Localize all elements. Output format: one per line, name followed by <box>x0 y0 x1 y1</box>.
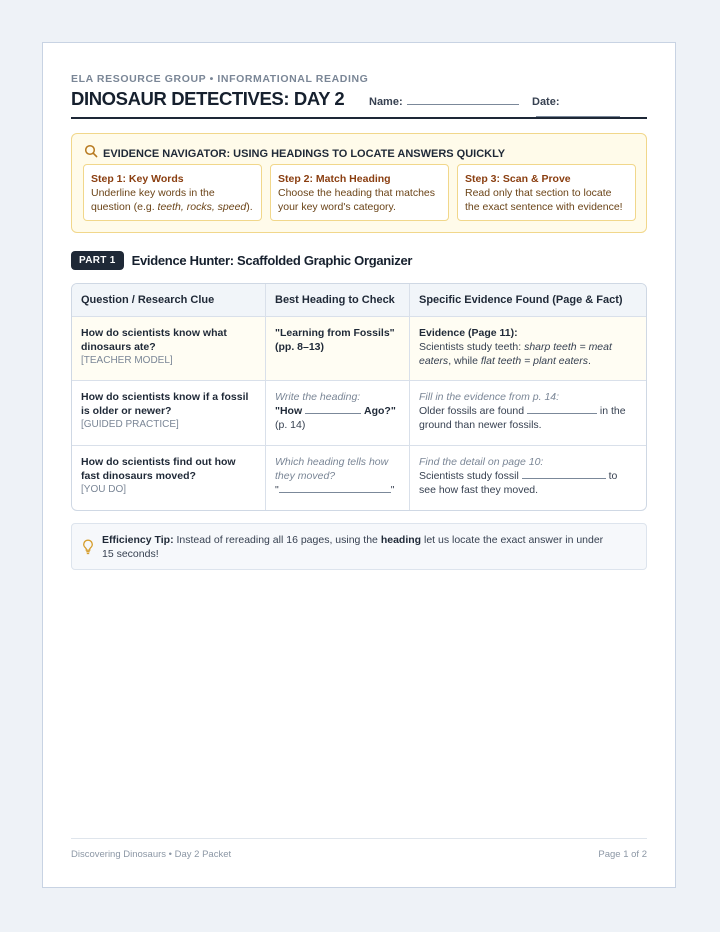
step-body-keywords: teeth, rocks, speed <box>157 201 247 213</box>
heading-fill <box>275 483 400 497</box>
question-cell <box>72 446 265 510</box>
name-blank[interactable] <box>407 104 519 105</box>
question-text: How do scientists know if a fossil is older or newer? <box>81 391 249 417</box>
evidence-cell <box>409 446 646 510</box>
tip-part: Instead of rereading all 16 pages, using the <box>173 534 381 546</box>
heading-hint: Write the heading: <box>275 391 361 403</box>
evidence-cell <box>409 317 646 380</box>
table-row <box>72 380 646 445</box>
step-body-text: Underline key words in the question (e.g. <box>91 187 215 213</box>
step-body: Choose the heading that matches your key word's category. <box>278 187 436 213</box>
step-card-1 <box>83 164 262 221</box>
step-title: Step 2: Match Heading <box>278 173 391 185</box>
heading-blank[interactable] <box>305 413 361 414</box>
part-badge: PART 1 <box>71 251 124 270</box>
row-tag: [YOU DO] <box>81 484 127 495</box>
close-quote: " <box>390 484 395 496</box>
step-body <box>91 186 254 214</box>
evidence-part: Older fossils are found <box>419 405 525 417</box>
part-title: Evidence Hunter: Scaffolded Graphic Organizer <box>131 253 413 268</box>
heading-blank[interactable] <box>279 492 391 493</box>
tip-text <box>102 533 616 561</box>
evidence-hint: Find the detail on page 10: <box>419 456 544 468</box>
evidence-text <box>419 404 637 432</box>
column-header: Question / Research Clue <box>81 294 215 306</box>
footer-title: Discovering Dinosaurs • Day 2 Packet <box>71 849 232 860</box>
step-card-2 <box>270 164 449 221</box>
question-cell <box>72 317 265 380</box>
step-title: Step 3: Scan & Prove <box>465 173 571 185</box>
tip-part: let us locate the exact answer in under 15 seconds! <box>102 534 604 560</box>
evidence-cell <box>409 381 646 445</box>
part-heading <box>71 251 412 270</box>
footer-divider <box>71 838 647 839</box>
heading-page: (p. 14) <box>275 419 306 431</box>
evidence-part: to see how fast they moved. <box>419 470 618 496</box>
step-body-end: ). <box>246 201 253 213</box>
evidence-part: in the ground than newer fossils. <box>419 405 626 431</box>
evidence-part: Scientists study teeth: <box>419 341 525 353</box>
heading-text: "Learning from Fossils" (pp. 8–13) <box>275 327 395 353</box>
date-label: Date: <box>532 96 560 108</box>
column-header: Specific Evidence Found (Page & Fact) <box>409 284 646 316</box>
heading-text: Ago?" <box>364 405 396 417</box>
lightbulb-icon <box>82 539 94 560</box>
kicker: ELA RESOURCE GROUP • INFORMATIONAL READING <box>71 73 369 85</box>
table-header-row <box>72 284 646 316</box>
open-quote: " <box>275 484 279 496</box>
search-icon <box>84 144 98 163</box>
page-number: Page 1 of 2 <box>598 849 647 860</box>
evidence-italic: flat teeth = plant eaters <box>480 355 588 367</box>
evidence-label: Evidence (Page 11): <box>419 327 518 339</box>
navigator-title: EVIDENCE NAVIGATOR: USING HEADINGS TO LOCATE ANSWERS QUICKLY <box>103 147 506 160</box>
graphic-organizer-table <box>71 283 647 511</box>
evidence-navigator <box>71 133 647 233</box>
heading-hint: Which heading tells how they moved? <box>275 456 389 482</box>
evidence-text <box>419 469 637 497</box>
question-text: How do scientists find out how fast dinosaurs moved? <box>81 456 236 482</box>
question-text: How do scientists know what dinosaurs ate? <box>81 327 227 353</box>
tip-label: Efficiency Tip: <box>102 534 174 546</box>
column-header: Best Heading to Check <box>265 284 409 316</box>
worksheet-page <box>42 42 676 888</box>
table-row <box>72 316 646 380</box>
evidence-blank[interactable] <box>527 413 597 414</box>
step-title: Step 1: Key Words <box>91 173 184 185</box>
evidence-text <box>419 340 637 368</box>
heading-cell <box>265 317 409 380</box>
evidence-hint: Fill in the evidence from p. 14: <box>419 391 560 403</box>
table-row <box>72 445 646 510</box>
efficiency-tip <box>71 523 647 570</box>
step-card-3 <box>457 164 636 221</box>
heading-cell <box>265 446 409 510</box>
heading-text: "How <box>275 405 303 417</box>
evidence-part: Scientists study fossil <box>419 470 519 482</box>
header-divider <box>71 117 647 119</box>
evidence-italic: sharp teeth = meat eaters <box>419 341 612 367</box>
row-tag: [GUIDED PRACTICE] <box>81 419 179 430</box>
evidence-blank[interactable] <box>522 478 606 479</box>
heading-fill <box>275 404 400 418</box>
heading-cell <box>265 381 409 445</box>
name-field[interactable] <box>369 96 519 108</box>
page-title: DINOSAUR DETECTIVES: DAY 2 <box>71 88 345 109</box>
step-body: Read only that section to locate the exact sentence with evidence! <box>465 187 623 213</box>
row-tag: [TEACHER MODEL] <box>81 355 173 366</box>
tip-bold: heading <box>380 534 422 546</box>
evidence-part: , while <box>448 355 481 367</box>
question-cell <box>72 381 265 445</box>
evidence-part: . <box>588 355 591 367</box>
name-label: Name: <box>369 96 403 108</box>
